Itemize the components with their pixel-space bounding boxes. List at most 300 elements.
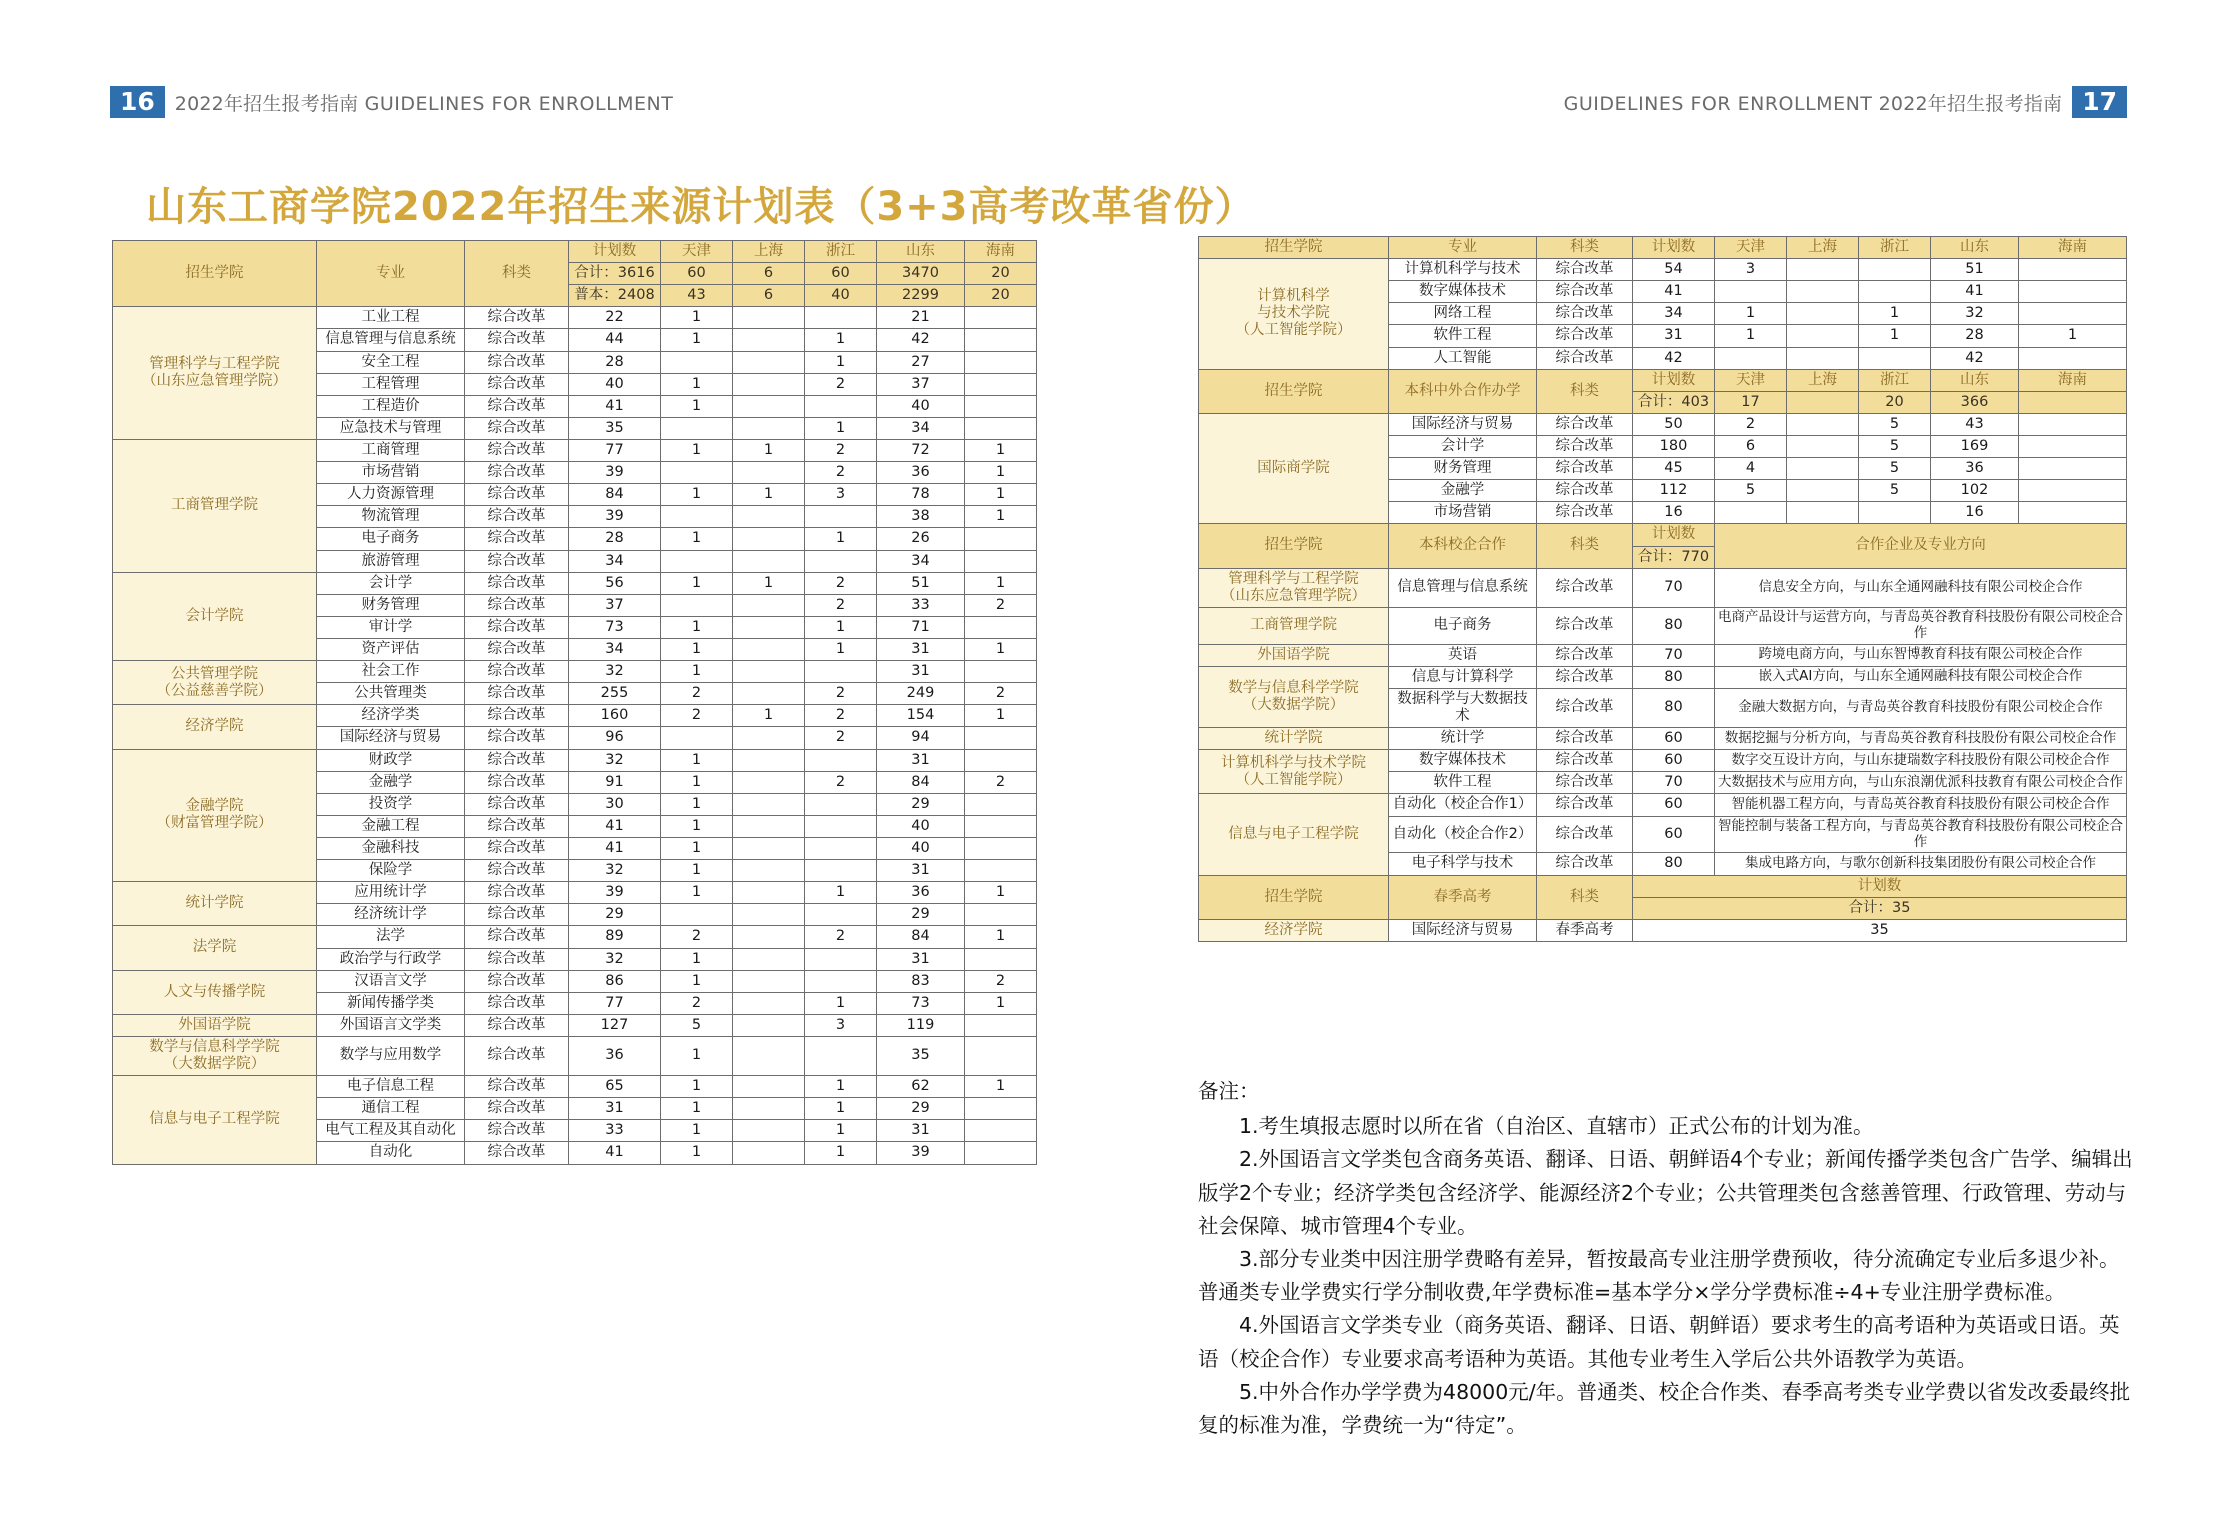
category-cell: 综合改革	[1537, 688, 1633, 727]
province-cell: 1	[2019, 325, 2127, 347]
college-cell: 人文与传播学院	[113, 970, 317, 1014]
province-cell	[805, 506, 877, 528]
province-cell: 78	[877, 484, 965, 506]
province-cell: 31	[877, 860, 965, 882]
plan-cell: 70	[1633, 772, 1715, 794]
major-cell: 工商管理	[317, 439, 465, 461]
province-cell: 32	[1931, 303, 2019, 325]
plan-cell: 41	[569, 815, 661, 837]
province-cell: 16	[1931, 502, 2019, 524]
coop-cell: 信息安全方向，与山东全通网融科技有限公司校企合作	[1715, 568, 2127, 607]
province-cell: 1	[661, 815, 733, 837]
province-cell	[733, 307, 805, 329]
province-cell: 1	[661, 616, 733, 638]
major-cell: 统计学	[1389, 728, 1537, 750]
province-cell: 5	[1859, 435, 1931, 457]
province-cell	[2019, 480, 2127, 502]
province-cell	[2019, 413, 2127, 435]
province-cell: 1	[661, 948, 733, 970]
province-cell: 34	[877, 417, 965, 439]
running-head-right	[1564, 86, 2127, 118]
major-cell: 电子商务	[1389, 607, 1537, 644]
plan-cell: 54	[1633, 259, 1715, 281]
province-cell: 1	[661, 860, 733, 882]
province-cell	[965, 948, 1037, 970]
province-cell	[965, 727, 1037, 749]
major-cell: 财政学	[317, 749, 465, 771]
province-cell: 29	[877, 1098, 965, 1120]
page-number-right: 17	[2072, 86, 2127, 118]
plan-cell: 77	[569, 992, 661, 1014]
province-cell: 51	[1931, 259, 2019, 281]
province-cell	[805, 749, 877, 771]
major-cell: 工业工程	[317, 307, 465, 329]
province-cell: 21	[877, 307, 965, 329]
plan-cell: 37	[569, 594, 661, 616]
province-cell: 5	[661, 1014, 733, 1036]
province-cell	[805, 793, 877, 815]
province-cell	[733, 683, 805, 705]
plan-cell: 42	[1633, 347, 1715, 369]
total-label: 合计：770	[1633, 546, 1715, 568]
major-cell: 公共管理类	[317, 683, 465, 705]
major-cell: 市场营销	[1389, 502, 1537, 524]
province-cell	[965, 1142, 1037, 1164]
province-cell	[733, 616, 805, 638]
category-cell: 综合改革	[465, 683, 569, 705]
major-cell: 电子商务	[317, 528, 465, 550]
province-cell: 73	[877, 992, 965, 1014]
province-cell	[733, 506, 805, 528]
province-cell: 3	[805, 1014, 877, 1036]
plan-cell: 60	[1633, 750, 1715, 772]
plan-cell: 39	[569, 506, 661, 528]
plan-cell: 28	[569, 351, 661, 373]
table-row	[113, 926, 1037, 948]
province-cell: 43	[1931, 413, 2019, 435]
province-cell	[733, 1142, 805, 1164]
major-cell: 经济学类	[317, 705, 465, 727]
province-cell	[965, 837, 1037, 859]
province-cell: 1	[965, 992, 1037, 1014]
province-cell: 35	[877, 1036, 965, 1075]
category-cell: 综合改革	[465, 594, 569, 616]
running-head-right-cn: 2022年招生报考指南	[1878, 92, 2063, 115]
province-cell: 1	[965, 638, 1037, 660]
province-cell	[661, 351, 733, 373]
province-cell: 1	[661, 1142, 733, 1164]
province-cell: 1	[965, 572, 1037, 594]
plan-cell: 41	[569, 1142, 661, 1164]
province-cell: 2	[661, 992, 733, 1014]
category-cell: 综合改革	[1537, 644, 1633, 666]
column-header-province: 浙江	[1859, 369, 1931, 391]
plan-cell: 255	[569, 683, 661, 705]
column-header-college: 招生学院	[1199, 524, 1389, 568]
plan-cell: 31	[1633, 325, 1715, 347]
table-row	[1199, 728, 2127, 750]
table-row	[1199, 568, 2127, 607]
province-cell: 5	[1715, 480, 1787, 502]
province-cell	[2019, 303, 2127, 325]
province-cell	[805, 550, 877, 572]
plan-cell: 36	[569, 1036, 661, 1075]
province-cell: 3	[1715, 259, 1787, 281]
category-cell: 综合改革	[465, 749, 569, 771]
table-row	[113, 749, 1037, 771]
plan-cell: 60	[1633, 794, 1715, 816]
major-cell: 财务管理	[1389, 458, 1537, 480]
province-cell: 1	[805, 329, 877, 351]
category-cell: 综合改革	[465, 373, 569, 395]
province-cell: 31	[877, 661, 965, 683]
page-number-left: 16	[110, 86, 165, 118]
table-row	[113, 1076, 1037, 1098]
major-cell: 自动化（校企合作2）	[1389, 816, 1537, 853]
province-cell: 31	[877, 948, 965, 970]
category-cell: 综合改革	[465, 904, 569, 926]
category-cell: 综合改革	[465, 550, 569, 572]
major-cell: 工程管理	[317, 373, 465, 395]
coop-cell: 智能控制与装备工程方向，与青岛英谷教育科技股份有限公司校企合作	[1715, 816, 2127, 853]
province-cell	[2019, 347, 2127, 369]
plan-cell: 35	[1633, 919, 2127, 941]
province-cell: 1	[965, 484, 1037, 506]
major-cell: 自动化（校企合作1）	[1389, 794, 1537, 816]
notes-items	[1198, 1110, 2138, 1442]
province-cell: 1	[661, 1076, 733, 1098]
plan-cell: 56	[569, 572, 661, 594]
table-row	[1199, 750, 2127, 772]
province-cell: 31	[877, 638, 965, 660]
province-cell: 42	[1931, 347, 2019, 369]
plan-cell: 29	[569, 904, 661, 926]
plan-cell: 32	[569, 860, 661, 882]
province-cell: 34	[877, 550, 965, 572]
province-cell	[2019, 435, 2127, 457]
province-cell: 1	[733, 572, 805, 594]
province-cell: 1	[661, 1036, 733, 1075]
major-cell: 自动化	[317, 1142, 465, 1164]
major-cell: 应急技术与管理	[317, 417, 465, 439]
province-cell	[733, 1076, 805, 1098]
province-cell: 40	[877, 395, 965, 417]
category-cell: 综合改革	[465, 661, 569, 683]
major-cell: 国际经济与贸易	[1389, 413, 1537, 435]
category-cell: 综合改革	[1537, 568, 1633, 607]
category-cell: 综合改革	[465, 439, 569, 461]
plan-cell: 40	[569, 373, 661, 395]
plan-cell: 39	[569, 882, 661, 904]
province-cell	[733, 462, 805, 484]
plan-cell: 41	[569, 395, 661, 417]
note-item-3: 3.部分专业类中因注册学费略有差异，暂按最高专业注册学费预收，待分流确定专业后多退少补。普通类专业学费实行学分制收费,年学费标准=基本学分×学分学费标准÷4+专业注册学费标准。	[1198, 1247, 2120, 1305]
province-cell	[965, 550, 1037, 572]
province-cell: 1	[965, 705, 1037, 727]
province-cell	[805, 970, 877, 992]
province-cell	[733, 992, 805, 1014]
category-cell: 综合改革	[465, 771, 569, 793]
province-cell: 94	[877, 727, 965, 749]
total-label: 合计：3616	[569, 263, 661, 285]
column-header-coop: 合作企业及专业方向	[1715, 524, 2127, 568]
column-header-8: 海南	[2019, 237, 2127, 259]
province-cell: 31	[877, 1120, 965, 1142]
province-cell	[2019, 259, 2127, 281]
province-cell: 42	[877, 329, 965, 351]
plan-cell: 86	[569, 970, 661, 992]
major-cell: 人力资源管理	[317, 484, 465, 506]
major-cell: 新闻传播学类	[317, 992, 465, 1014]
plan-cell: 96	[569, 727, 661, 749]
column-header-province: 上海	[733, 241, 805, 263]
province-cell: 28	[1931, 325, 2019, 347]
running-head-left-en: GUIDELINES FOR ENROLLMENT	[364, 92, 674, 115]
column-header-category: 科类	[465, 241, 569, 307]
category-cell: 综合改革	[1537, 458, 1633, 480]
column-header-province: 海南	[2019, 369, 2127, 391]
province-cell: 36	[1931, 458, 2019, 480]
province-cell: 1	[733, 484, 805, 506]
province-cell: 1	[661, 837, 733, 859]
category-cell: 综合改革	[465, 815, 569, 837]
province-cell	[965, 351, 1037, 373]
category-cell: 综合改革	[1537, 325, 1633, 347]
category-cell: 综合改革	[465, 638, 569, 660]
total-label: 普本：2408	[569, 285, 661, 307]
column-header-7: 山东	[1931, 237, 2019, 259]
total-value: 3470	[877, 263, 965, 285]
major-cell: 通信工程	[317, 1098, 465, 1120]
province-cell	[1787, 325, 1859, 347]
province-cell	[805, 860, 877, 882]
right-table-body	[1199, 237, 2127, 942]
plan-cell: 70	[1633, 644, 1715, 666]
category-cell: 综合改革	[465, 506, 569, 528]
coop-cell: 数据挖掘与分析方向，与青岛英谷教育科技股份有限公司校企合作	[1715, 728, 2127, 750]
province-cell	[965, 793, 1037, 815]
table-row	[113, 661, 1037, 683]
province-cell: 2	[805, 683, 877, 705]
major-cell: 经济统计学	[317, 904, 465, 926]
province-cell	[1715, 502, 1787, 524]
column-header-program: 本科中外合作办学	[1389, 369, 1537, 413]
college-cell: 经济学院	[1199, 919, 1389, 941]
category-cell: 综合改革	[465, 329, 569, 351]
province-cell: 2	[805, 705, 877, 727]
province-cell: 31	[877, 749, 965, 771]
plan-cell: 34	[569, 638, 661, 660]
province-cell	[965, 395, 1037, 417]
plan-cell: 160	[569, 705, 661, 727]
page-title: 山东工商学院2022年招生来源计划表（3+3高考改革省份）	[146, 184, 1256, 230]
province-cell: 29	[877, 904, 965, 926]
table-header-row	[1199, 875, 2127, 897]
column-header-plan: 计划数	[1633, 875, 2127, 897]
category-cell: 综合改革	[465, 1076, 569, 1098]
total-value: 43	[661, 285, 733, 307]
left-plan-table	[112, 240, 1037, 1165]
province-cell: 29	[877, 793, 965, 815]
province-cell: 2	[661, 926, 733, 948]
major-cell: 人工智能	[1389, 347, 1537, 369]
major-cell: 资产评估	[317, 638, 465, 660]
major-cell: 应用统计学	[317, 882, 465, 904]
plan-cell: 35	[569, 417, 661, 439]
province-cell: 2	[805, 727, 877, 749]
province-cell: 1	[1859, 303, 1931, 325]
column-header-province: 天津	[661, 241, 733, 263]
table-row	[1199, 259, 2127, 281]
major-cell: 金融科技	[317, 837, 465, 859]
province-cell	[1859, 259, 1931, 281]
coop-cell: 集成电路方向，与歌尔创新科技集团股份有限公司校企合作	[1715, 853, 2127, 875]
total-value: 366	[1931, 391, 2019, 413]
province-cell	[1787, 435, 1859, 457]
total-value: 20	[965, 285, 1037, 307]
category-cell: 综合改革	[465, 462, 569, 484]
category-cell: 综合改革	[465, 351, 569, 373]
major-cell: 软件工程	[1389, 325, 1537, 347]
province-cell: 3	[805, 484, 877, 506]
column-header-4: 天津	[1715, 237, 1787, 259]
province-cell: 1	[805, 882, 877, 904]
province-cell: 2	[805, 572, 877, 594]
college-cell: 数学与信息科学学院 （大数据学院）	[1199, 666, 1389, 727]
college-cell: 工商管理学院	[113, 439, 317, 572]
province-cell	[965, 307, 1037, 329]
column-header-5: 上海	[1787, 237, 1859, 259]
province-cell	[805, 948, 877, 970]
province-cell: 1	[965, 439, 1037, 461]
table-row	[1199, 919, 2127, 941]
province-cell: 1	[661, 528, 733, 550]
province-cell: 1	[965, 882, 1037, 904]
total-value: 17	[1715, 391, 1787, 413]
province-cell: 1	[965, 1076, 1037, 1098]
table-row	[113, 882, 1037, 904]
total-value: 2299	[877, 285, 965, 307]
plan-cell: 80	[1633, 666, 1715, 688]
college-cell: 计算机科学与技术学院 （人工智能学院）	[1199, 750, 1389, 794]
right-plan-table	[1198, 236, 2127, 942]
province-cell	[733, 793, 805, 815]
province-cell	[733, 528, 805, 550]
province-cell	[965, 661, 1037, 683]
category-cell: 综合改革	[465, 793, 569, 815]
category-cell: 综合改革	[1537, 413, 1633, 435]
table-row	[113, 1014, 1037, 1036]
province-cell: 2	[965, 970, 1037, 992]
plan-cell: 34	[569, 550, 661, 572]
category-cell: 综合改革	[465, 727, 569, 749]
province-cell: 1	[805, 616, 877, 638]
province-cell	[965, 815, 1037, 837]
major-cell: 法学	[317, 926, 465, 948]
province-cell	[805, 815, 877, 837]
coop-cell: 智能机器工程方向，与青岛英谷教育科技股份有限公司校企合作	[1715, 794, 2127, 816]
plan-cell: 80	[1633, 688, 1715, 727]
plan-cell: 60	[1633, 728, 1715, 750]
category-cell: 综合改革	[465, 837, 569, 859]
table-row	[113, 439, 1037, 461]
plan-cell: 30	[569, 793, 661, 815]
plan-cell: 31	[569, 1098, 661, 1120]
category-cell: 综合改革	[1537, 259, 1633, 281]
category-cell: 综合改革	[465, 860, 569, 882]
major-cell: 数学与应用数学	[317, 1036, 465, 1075]
table-row	[1199, 413, 2127, 435]
column-header-college: 招生学院	[1199, 875, 1389, 919]
category-cell: 综合改革	[1537, 853, 1633, 875]
province-cell: 1	[1715, 325, 1787, 347]
total-label: 合计：403	[1633, 391, 1715, 413]
province-cell: 1	[805, 638, 877, 660]
province-cell	[1787, 281, 1859, 303]
province-cell	[733, 1120, 805, 1142]
major-cell: 国际经济与贸易	[1389, 919, 1537, 941]
province-cell	[965, 528, 1037, 550]
plan-cell: 80	[1633, 853, 1715, 875]
column-header-province: 上海	[1787, 369, 1859, 391]
major-cell: 投资学	[317, 793, 465, 815]
province-cell	[733, 373, 805, 395]
column-header-major: 专业	[317, 241, 465, 307]
category-cell: 综合改革	[465, 705, 569, 727]
major-cell: 数字媒体技术	[1389, 750, 1537, 772]
column-header-province: 山东	[877, 241, 965, 263]
category-cell: 综合改革	[465, 528, 569, 550]
province-cell	[1787, 347, 1859, 369]
province-cell: 36	[877, 882, 965, 904]
plan-cell: 73	[569, 616, 661, 638]
table-row	[113, 307, 1037, 329]
province-cell: 33	[877, 594, 965, 616]
province-cell	[661, 550, 733, 572]
note-item-1: 1.考生填报志愿时以所在省（自治区、直辖市）正式公布的计划为准。	[1239, 1114, 1874, 1139]
major-cell: 电气工程及其自动化	[317, 1120, 465, 1142]
category-cell: 综合改革	[465, 1098, 569, 1120]
province-cell	[733, 1098, 805, 1120]
province-cell: 2	[965, 771, 1037, 793]
province-cell: 83	[877, 970, 965, 992]
table-row	[1199, 666, 2127, 688]
column-header-category: 科类	[1537, 369, 1633, 413]
province-cell	[733, 948, 805, 970]
province-cell	[2019, 502, 2127, 524]
province-cell: 1	[965, 462, 1037, 484]
province-cell: 119	[877, 1014, 965, 1036]
province-cell: 2	[805, 771, 877, 793]
category-cell: 综合改革	[465, 1014, 569, 1036]
major-cell: 电子科学与技术	[1389, 853, 1537, 875]
table-header-row	[1199, 237, 2127, 259]
major-cell: 工程造价	[317, 395, 465, 417]
column-header-plan: 计划数	[1633, 524, 1715, 546]
province-cell	[805, 661, 877, 683]
province-cell	[1787, 458, 1859, 480]
major-cell: 物流管理	[317, 506, 465, 528]
column-header-plan: 计划数	[569, 241, 661, 263]
category-cell: 综合改革	[1537, 666, 1633, 688]
college-cell: 信息与电子工程学院	[113, 1076, 317, 1164]
column-header-3: 计划数	[1633, 237, 1715, 259]
category-cell: 综合改革	[1537, 750, 1633, 772]
province-cell: 1	[661, 638, 733, 660]
category-cell: 综合改革	[1537, 607, 1633, 644]
running-head-left-text	[175, 89, 674, 116]
province-cell: 71	[877, 616, 965, 638]
